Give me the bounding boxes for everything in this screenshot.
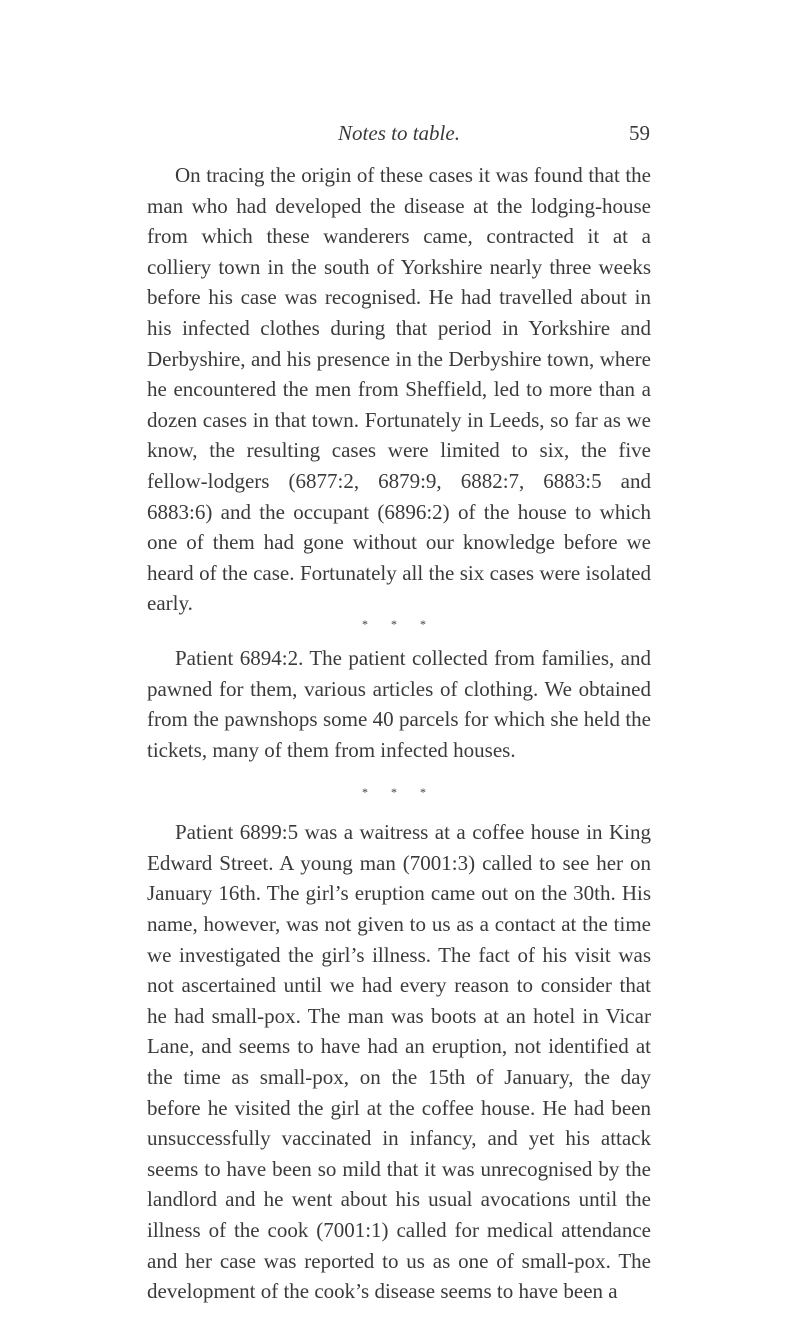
- section-separator: * * *: [362, 785, 436, 800]
- paragraph-patient-6899-5: Patient 6899:5 was a waitress at a coffee house in King Edward Street. A young man (7001:3) called to see her on January 16th. The girl’s eruption came out on the 30th. His name, however, was not given to us as a contact at the time we investigated the girl’s illness. The fact of his visit was not ascertained until we had every reason to consider that he had small-pox. The man was boots at an hotel in Vicar Lane, and seems to have had an eruption, not identified at the time as small-pox, on the 15th of January, the day before he visited the girl at the coffee house. He had been unsuccessfully vaccinated in infancy, and yet his attack seems to have been so mild that it was unrecognised by the landlord and he went about his usual avocations until the illness of the cook (7001:1) called for medical attendance and her case was reported to us as one of small-pox. The development of the cook’s disease seems to have been a: [147, 820, 651, 1304]
- section-separator: * * *: [362, 616, 436, 631]
- page-number: 59: [629, 121, 650, 145]
- paragraph-origin-of-cases: On tracing the origin of these cases it was found that the man who had developed the disease at the lodging-house from which these wanderers came, contracted it at a colliery town in the south of Yorkshire nearly three weeks before his case was recognised. He had travelled about in his infected clothes during that period in Yorkshire and Derbyshire, and his presence in the Derbyshire town, where he encountered the men from Sheffield, led to more than a dozen cases in that town. Fortunately in Leeds, so far as we know, the resulting cases were limited to six, the five fellow-lodgers (6877:2, 6879:9, 6882:7, 6883:5 and 6883:6) and the occupant (6896:2) of the house to which one of them had gone without our knowledge before we heard of the case. Fortunately all the six cases were isolated early.: [147, 163, 651, 616]
- body-text: [147, 160, 651, 1307]
- running-head: [148, 118, 650, 148]
- running-title: Notes to table.: [338, 121, 460, 145]
- paragraph-patient-6894-2: Patient 6894:2. The patient collected from families, and pawned for them, various articles of clothing. We obtained from the pawnshops some 40 parcels for which she held the tickets, many of them from infected houses.: [147, 645, 651, 762]
